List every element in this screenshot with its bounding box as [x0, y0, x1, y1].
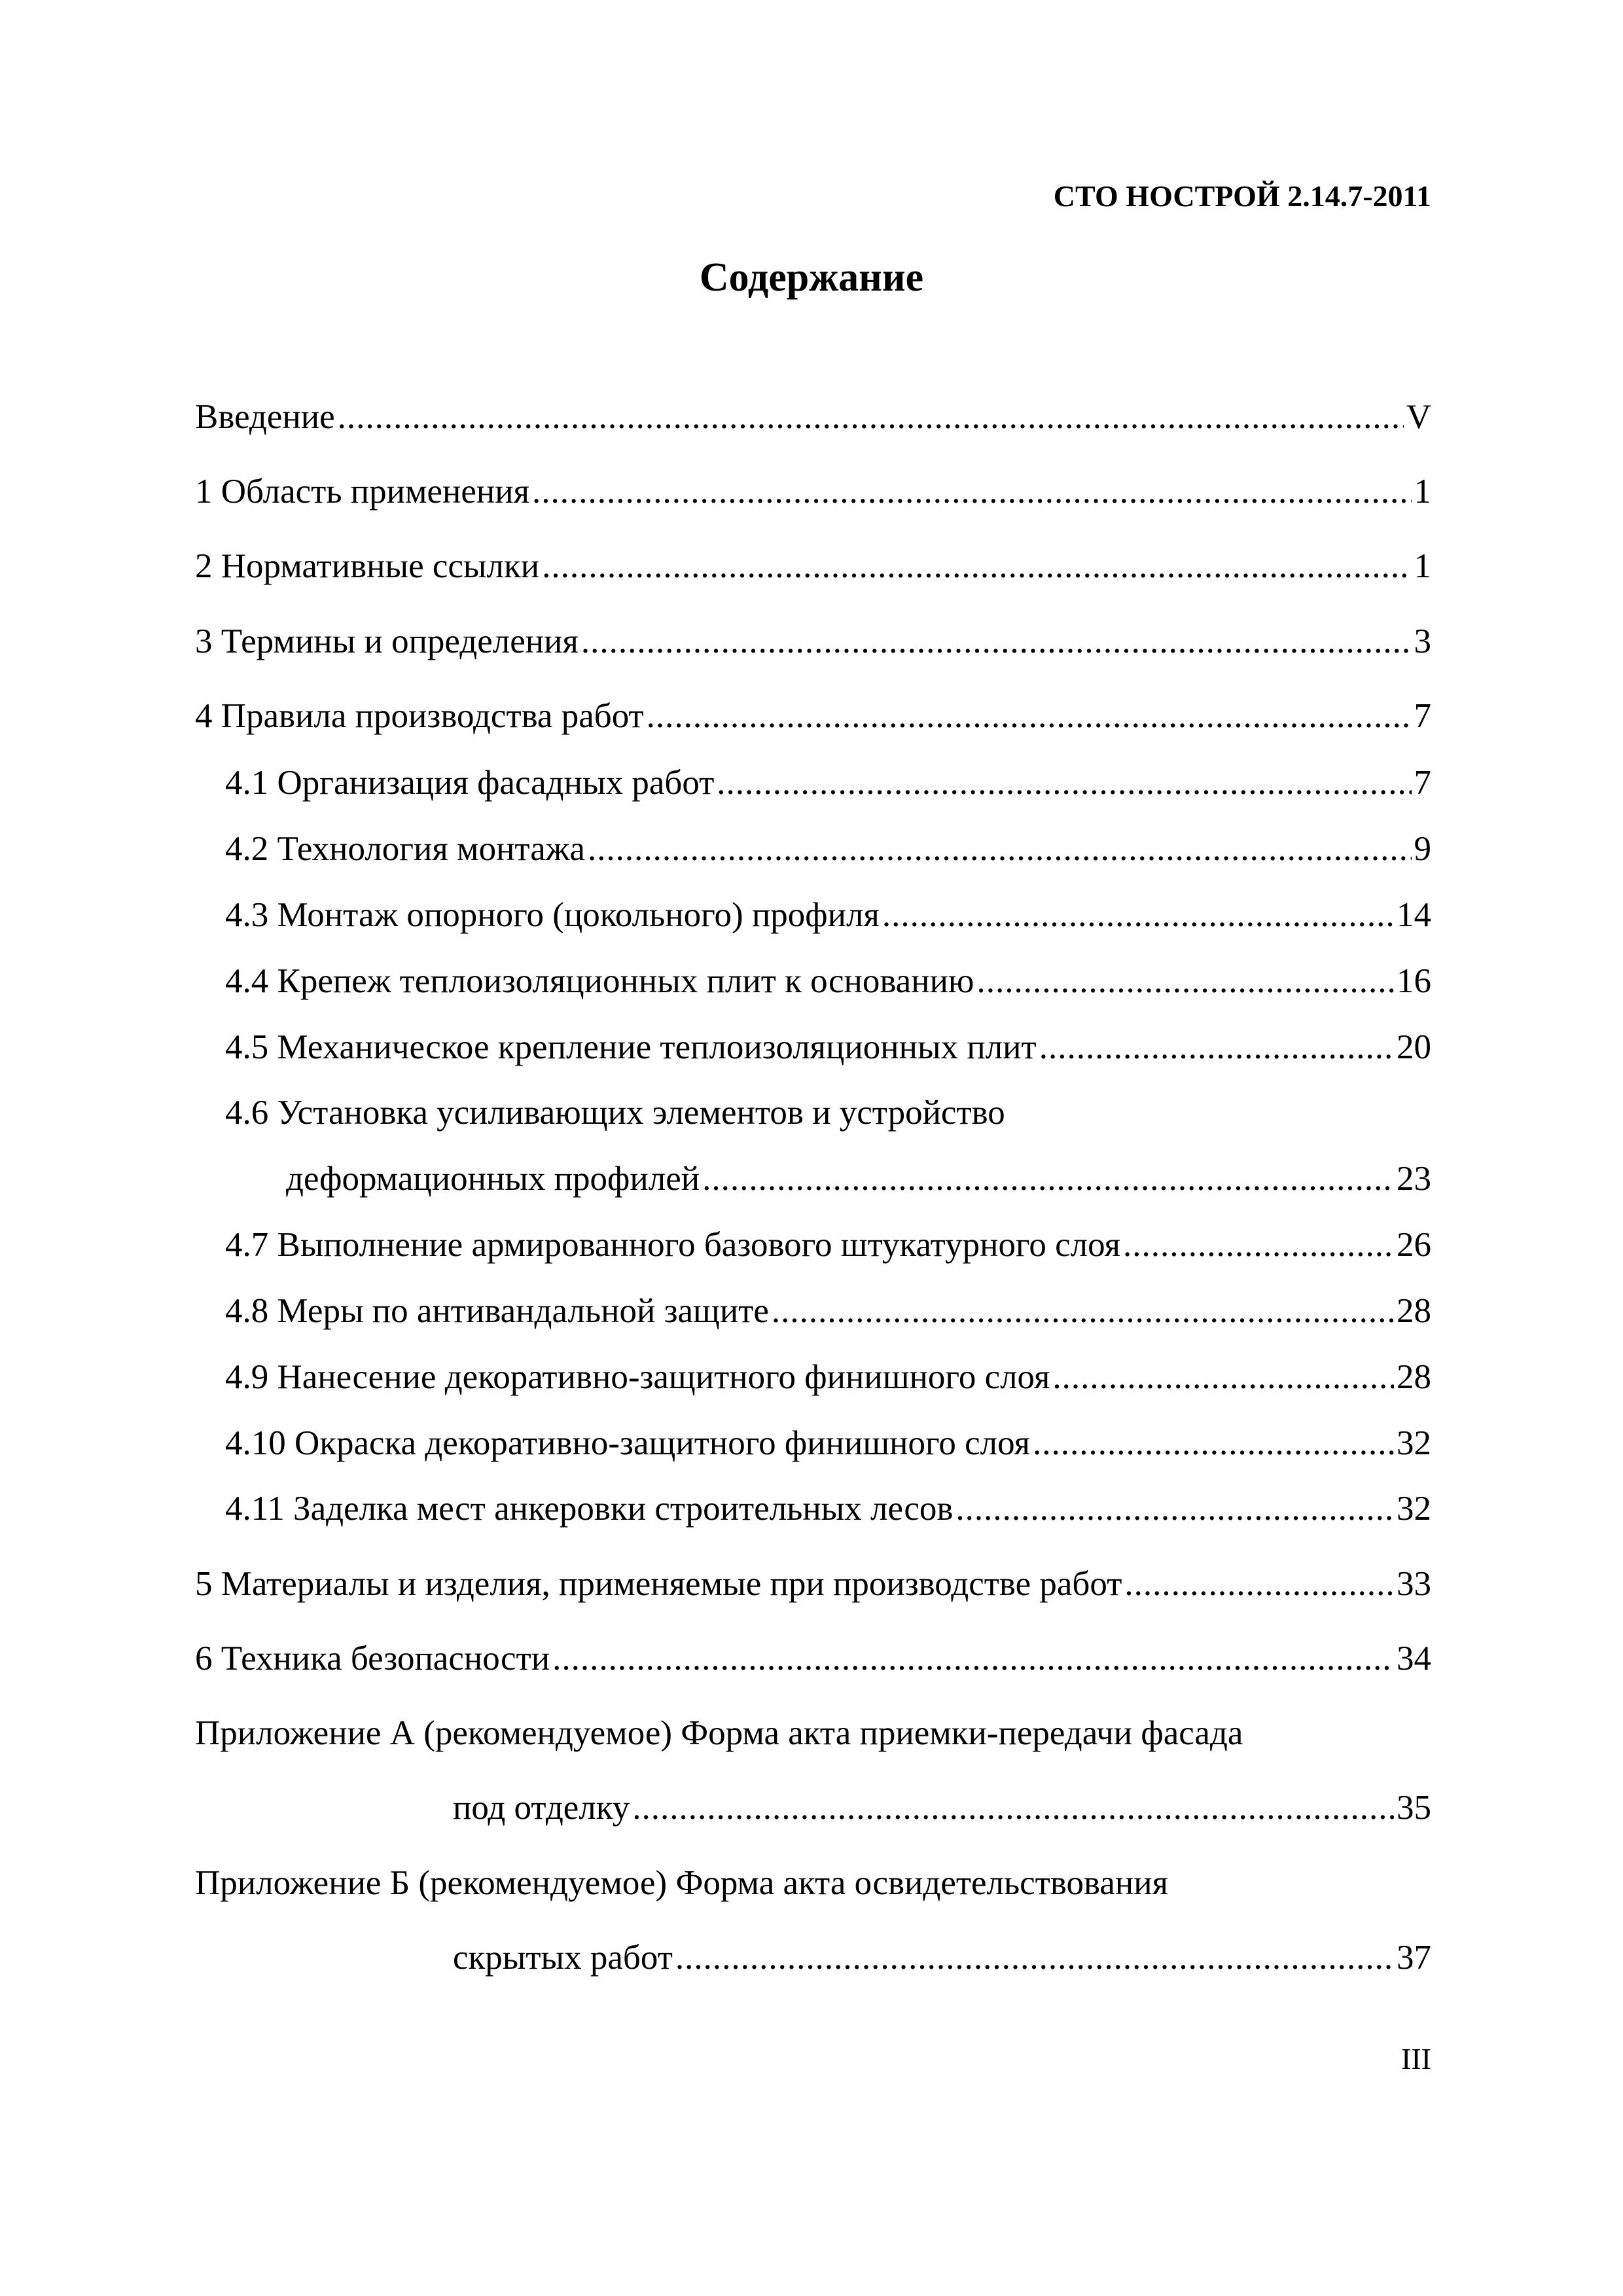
toc-entry-label: 1 Область применения	[195, 473, 530, 511]
toc-entry-label: 4.11 Заделка мест анкеровки строительных лесов	[225, 1490, 954, 1528]
toc-entry-section-4-6[interactable]	[286, 1157, 1431, 1200]
toc-entry-page: 20	[1397, 1028, 1431, 1066]
toc-title: Содержание	[699, 255, 924, 300]
toc-entry-page: 7	[1414, 764, 1431, 802]
toc-entry-section-4-11[interactable]	[225, 1487, 1431, 1530]
toc-entry-introduction[interactable]	[195, 395, 1431, 439]
toc-entry-section-2[interactable]	[195, 545, 1431, 588]
dot-leader	[675, 1936, 1394, 1979]
page-folio: III	[1401, 2042, 1431, 2075]
toc-entry-section-3[interactable]	[195, 620, 1431, 663]
dot-leader	[647, 694, 1412, 738]
toc-entry-page: 1	[1414, 547, 1431, 585]
toc-entry-section-4-7[interactable]	[225, 1223, 1431, 1266]
toc-entry-label: 4.10 Окраска декоративно-защитного финишного слоя	[225, 1424, 1030, 1462]
toc-entry-label-continuation: под отделку	[453, 1789, 630, 1827]
toc-entry-label: 5 Материалы и изделия, применяемые при производстве работ	[195, 1565, 1122, 1603]
dot-leader	[955, 1487, 1394, 1530]
toc-entry-section-4-5[interactable]	[225, 1026, 1431, 1069]
dot-leader	[581, 620, 1412, 663]
toc-entry-label: 4 Правила производства работ	[195, 697, 644, 735]
toc-entry-section-4-10[interactable]	[225, 1422, 1431, 1465]
dot-leader	[1052, 1355, 1394, 1399]
toc-entry-page: 26	[1397, 1226, 1431, 1264]
toc-entry-page: V	[1406, 398, 1431, 436]
toc-entry-page: 35	[1397, 1789, 1431, 1827]
toc-entry-section-4-8[interactable]	[225, 1289, 1431, 1333]
toc-entry-label: 4.2 Технология монтажа	[225, 830, 585, 868]
toc-entry-label: 4.5 Механическое крепление теплоизоляционных плит	[225, 1028, 1037, 1066]
toc-entry-label: 4.1 Организация фасадных работ	[225, 764, 715, 802]
dot-leader	[338, 395, 1404, 439]
toc-entry-section-4-3[interactable]	[225, 893, 1431, 937]
dot-leader	[1124, 1562, 1394, 1605]
toc-entry-appendix-b[interactable]	[453, 1936, 1431, 1979]
toc-entry-label-continuation: деформационных профилей	[286, 1160, 700, 1198]
toc-entry-label: Введение	[195, 398, 335, 436]
dot-leader	[1123, 1223, 1394, 1266]
toc-entry-section-4-9[interactable]	[225, 1355, 1431, 1399]
toc-entry-page: 32	[1397, 1490, 1431, 1528]
toc-entry-section-4-2[interactable]	[225, 827, 1431, 870]
toc-entry-label: 3 Термины и определения	[195, 622, 579, 660]
toc-entry-page: 32	[1397, 1424, 1431, 1462]
toc-entry-section-4[interactable]	[195, 694, 1431, 738]
dot-leader	[717, 761, 1411, 804]
toc-entry-page: 23	[1397, 1160, 1431, 1198]
toc-entry-page: 28	[1397, 1292, 1431, 1330]
toc-entry-page: 7	[1414, 697, 1431, 735]
dot-leader	[588, 827, 1412, 870]
toc-entry-page: 34	[1397, 1640, 1431, 1677]
toc-entry-section-4-6-label[interactable]: 4.6 Установка усиливающих элементов и устройство	[225, 1094, 1005, 1132]
toc-entry-label: 4.9 Нанесение декоративно-защитного финишного слоя	[225, 1358, 1050, 1396]
dot-leader	[882, 893, 1394, 937]
toc-entry-page: 14	[1397, 896, 1431, 934]
dot-leader	[552, 1637, 1394, 1680]
toc-entry-label: 4.4 Крепеж теплоизоляционных плит к основанию	[225, 962, 974, 1000]
toc-entry-section-4-1[interactable]	[225, 761, 1431, 804]
toc-entry-page: 9	[1414, 830, 1431, 868]
dot-leader	[772, 1289, 1394, 1333]
toc-entry-label: 4.7 Выполнение армированного базового штукатурного слоя	[225, 1226, 1120, 1264]
toc-entry-section-5[interactable]	[195, 1562, 1431, 1605]
dot-leader	[1039, 1026, 1394, 1069]
toc-entry-section-6[interactable]	[195, 1637, 1431, 1680]
toc-entry-label: 6 Техника безопасности	[195, 1640, 550, 1677]
toc-entry-appendix-b-label[interactable]: Приложение Б (рекомендуемое) Форма акта освидетельствования	[195, 1864, 1168, 1902]
document-code-header: СТО НОСТРОЙ 2.14.7-2011	[1053, 179, 1431, 213]
dot-leader	[632, 1786, 1394, 1829]
toc-entry-label: 4.3 Монтаж опорного (цокольного) профиля	[225, 896, 880, 934]
dot-leader	[532, 470, 1411, 513]
toc-entry-label: 2 Нормативные ссылки	[195, 547, 540, 585]
toc-entry-page: 3	[1414, 622, 1431, 660]
dot-leader	[542, 545, 1411, 588]
toc-entry-page: 1	[1414, 473, 1431, 511]
toc-entry-page: 16	[1397, 962, 1431, 1000]
toc-entry-page: 33	[1397, 1565, 1431, 1603]
toc-entry-page: 37	[1397, 1939, 1431, 1977]
dot-leader	[702, 1157, 1394, 1200]
toc-entry-section-1[interactable]	[195, 470, 1431, 513]
dot-leader	[977, 960, 1394, 1003]
toc-entry-appendix-a-label[interactable]: Приложение А (рекомендуемое) Форма акта приемки-передачи фасада	[195, 1714, 1243, 1752]
toc-entry-page: 28	[1397, 1358, 1431, 1396]
toc-entry-appendix-a[interactable]	[453, 1786, 1431, 1829]
toc-entry-label: 4.8 Меры по антивандальной защите	[225, 1292, 769, 1330]
toc-entry-label-continuation: скрытых работ	[453, 1939, 673, 1977]
toc-entry-section-4-4[interactable]	[225, 960, 1431, 1003]
dot-leader	[1033, 1422, 1394, 1465]
